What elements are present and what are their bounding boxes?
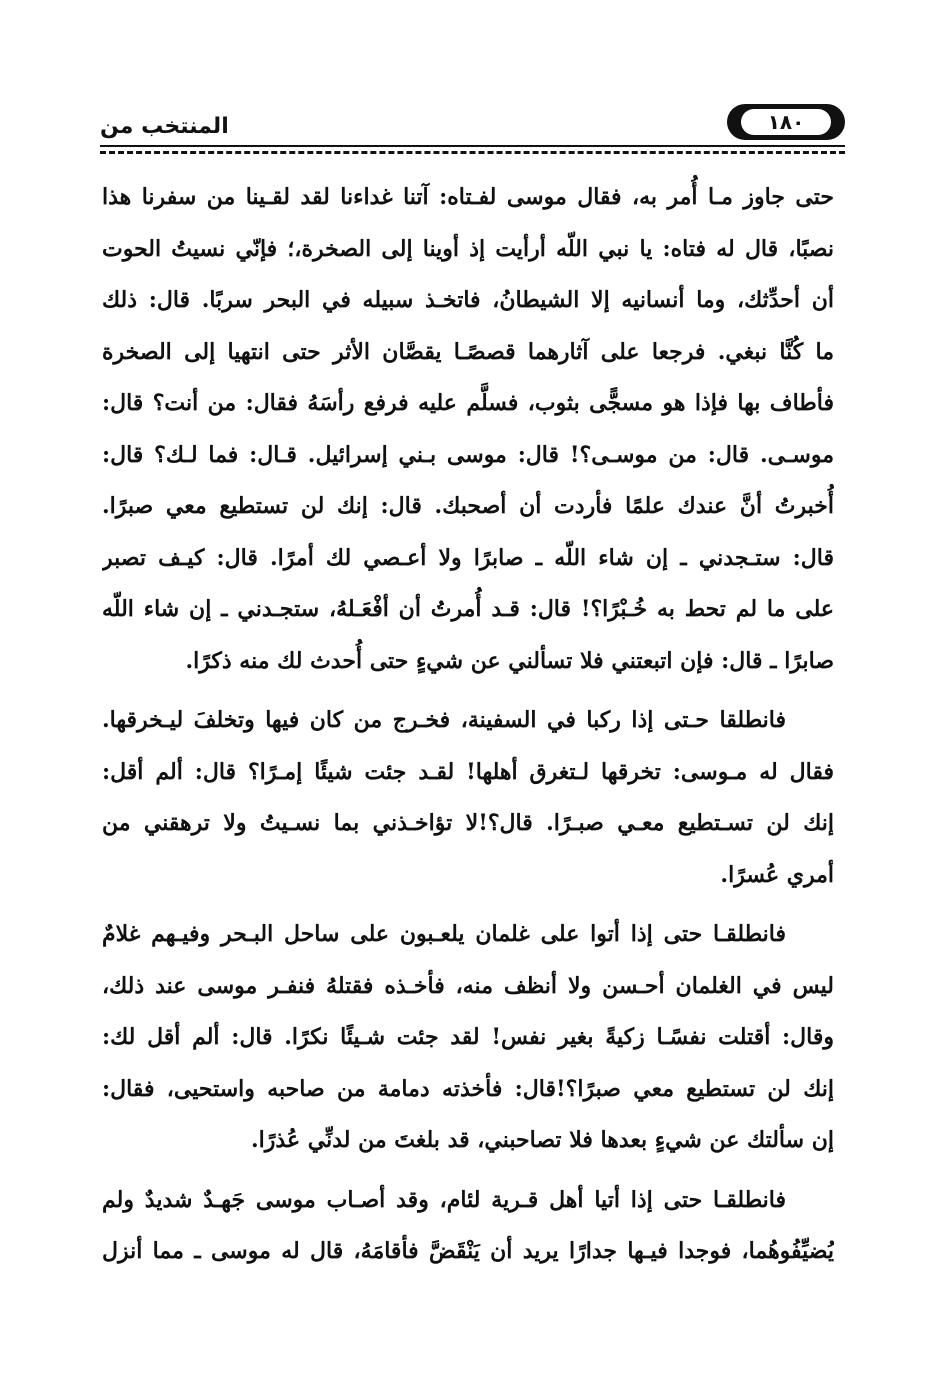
text-line: على ما لم تحط به خُـبْرًا؟! قال: قـد أُمرتُ أن أفْعَـلهُ، ستجـدني ـ إن شاء اللّه — [102, 596, 834, 622]
paragraph-1 — [102, 172, 834, 687]
text-line: يُضيِّفُوهُما، فوجدا فيـها جدارًا يريد أن يَنْقَضَّ فأقامَهُ، قال له موسى ـ مما أنزل — [102, 1238, 834, 1264]
text-line: قال: ستـجدني ـ إن شاء اللّه ـ صابرًا ولا أعـصي لك أمرًا. قال: كيـف تصبر — [102, 544, 834, 571]
paragraph-4 — [102, 1175, 834, 1278]
text-line: فانطلقـا حتى إذا أتوا على غلمان يلعـبون على ساحل البـحر وفيـهم غلامٌ — [102, 921, 786, 947]
page-number: ١٨٠ — [741, 109, 831, 135]
text-line: أُخبرتُ أنَّ عندك علمًا فأردت أن أصحبك. قال: إنك لن تستطيع معي صبرًا. — [102, 493, 834, 519]
body-text — [102, 172, 834, 1286]
text-line: أن أحدِّثك، وما أنسانيه إلا الشيطانُ، فاتخـذ سبيله في البحر سربًا. قال: ذلك — [102, 287, 834, 313]
text-line: إن سألتك عن شيءٍ بعدها فلا تصاحبني، قد بلغتَ من لدنِّي عُذرًا. — [251, 1127, 834, 1153]
text-line: إنك لن تستطيع معي صبرًا؟!قال: فأخذته دمامة من صاحبه واستحيى، فقال: — [102, 1075, 834, 1102]
text-line: صابرًا ـ قال: فإن اتبعتني فلا تسألني عن شيءٍ حتى أُحدث لك منه ذكرًا. — [185, 647, 834, 674]
paragraph-2 — [102, 695, 834, 901]
text-line: ما كُنَّا نبغي. فرجعا على آثارهما قصصًـا يقصَّان الأثر حتى انتهيا إلى الصخرة — [102, 338, 834, 365]
page-number-badge — [727, 104, 845, 140]
header-rule — [100, 145, 845, 147]
text-line: إنك لن تسـتطيع معـي صبـرًا. قال؟!لا تؤاخـذني بما نسـيتُ ولا ترهقني من — [102, 810, 834, 836]
text-line: ليس في الغلمان أحـسن ولا أنظف منه، فأخـذه فقتلهُ فنفـر موسى عند ذلك، — [102, 972, 834, 999]
text-line: فأطاف بها فإذا هو مسجًّى بثوب، فسلَّم عليه فرفع رأسَهُ فقال: من أنت؟ قال: — [102, 390, 834, 416]
text-line: فانطلقا حـتى إذا ركبا في السفينة، فخـرج من كان فيها وتخلفَ ليـخرقها. — [102, 707, 786, 733]
text-line: فقال له مـوسى: تخرقها لـتغرق أهلها! لقـد جئت شيئًا إمـرًا؟ قال: ألم أقل: — [102, 758, 834, 785]
text-line: وقال: أقتلت نفسًـا زكيةً بغير نفس! لقد جئت شـيئًا نكرًا. قال: ألم أقل لك: — [102, 1024, 834, 1050]
page-header — [100, 92, 845, 162]
text-line: نصبًا، قال له فتاه: يا نبي اللّه أرأيت إذ أوينا إلى الصخرة،؛ فإنّي نسيتُ الحوت — [102, 235, 834, 262]
text-line: موسـى. قال: من موسـى؟! قال: موسى بـني إسرائيل. قـال: فما لـك؟ قال: — [102, 441, 834, 468]
text-line: حتى جاوز مـا أُمر به، فقال موسى لفـتاه: آتنا غداءنا لقد لقـينا من سفرنا هذا — [102, 184, 834, 210]
paragraph-3 — [102, 909, 834, 1167]
text-line: فانطلقـا حتى إذا أتيا أهل قـرية لئام، وقد أصـاب موسى جَهـدٌ شديدٌ ولم — [102, 1186, 786, 1213]
header-dashed-rule — [100, 151, 845, 154]
text-line: أمري عُسرًا. — [720, 861, 834, 888]
running-title: المنتخب من — [100, 114, 229, 139]
